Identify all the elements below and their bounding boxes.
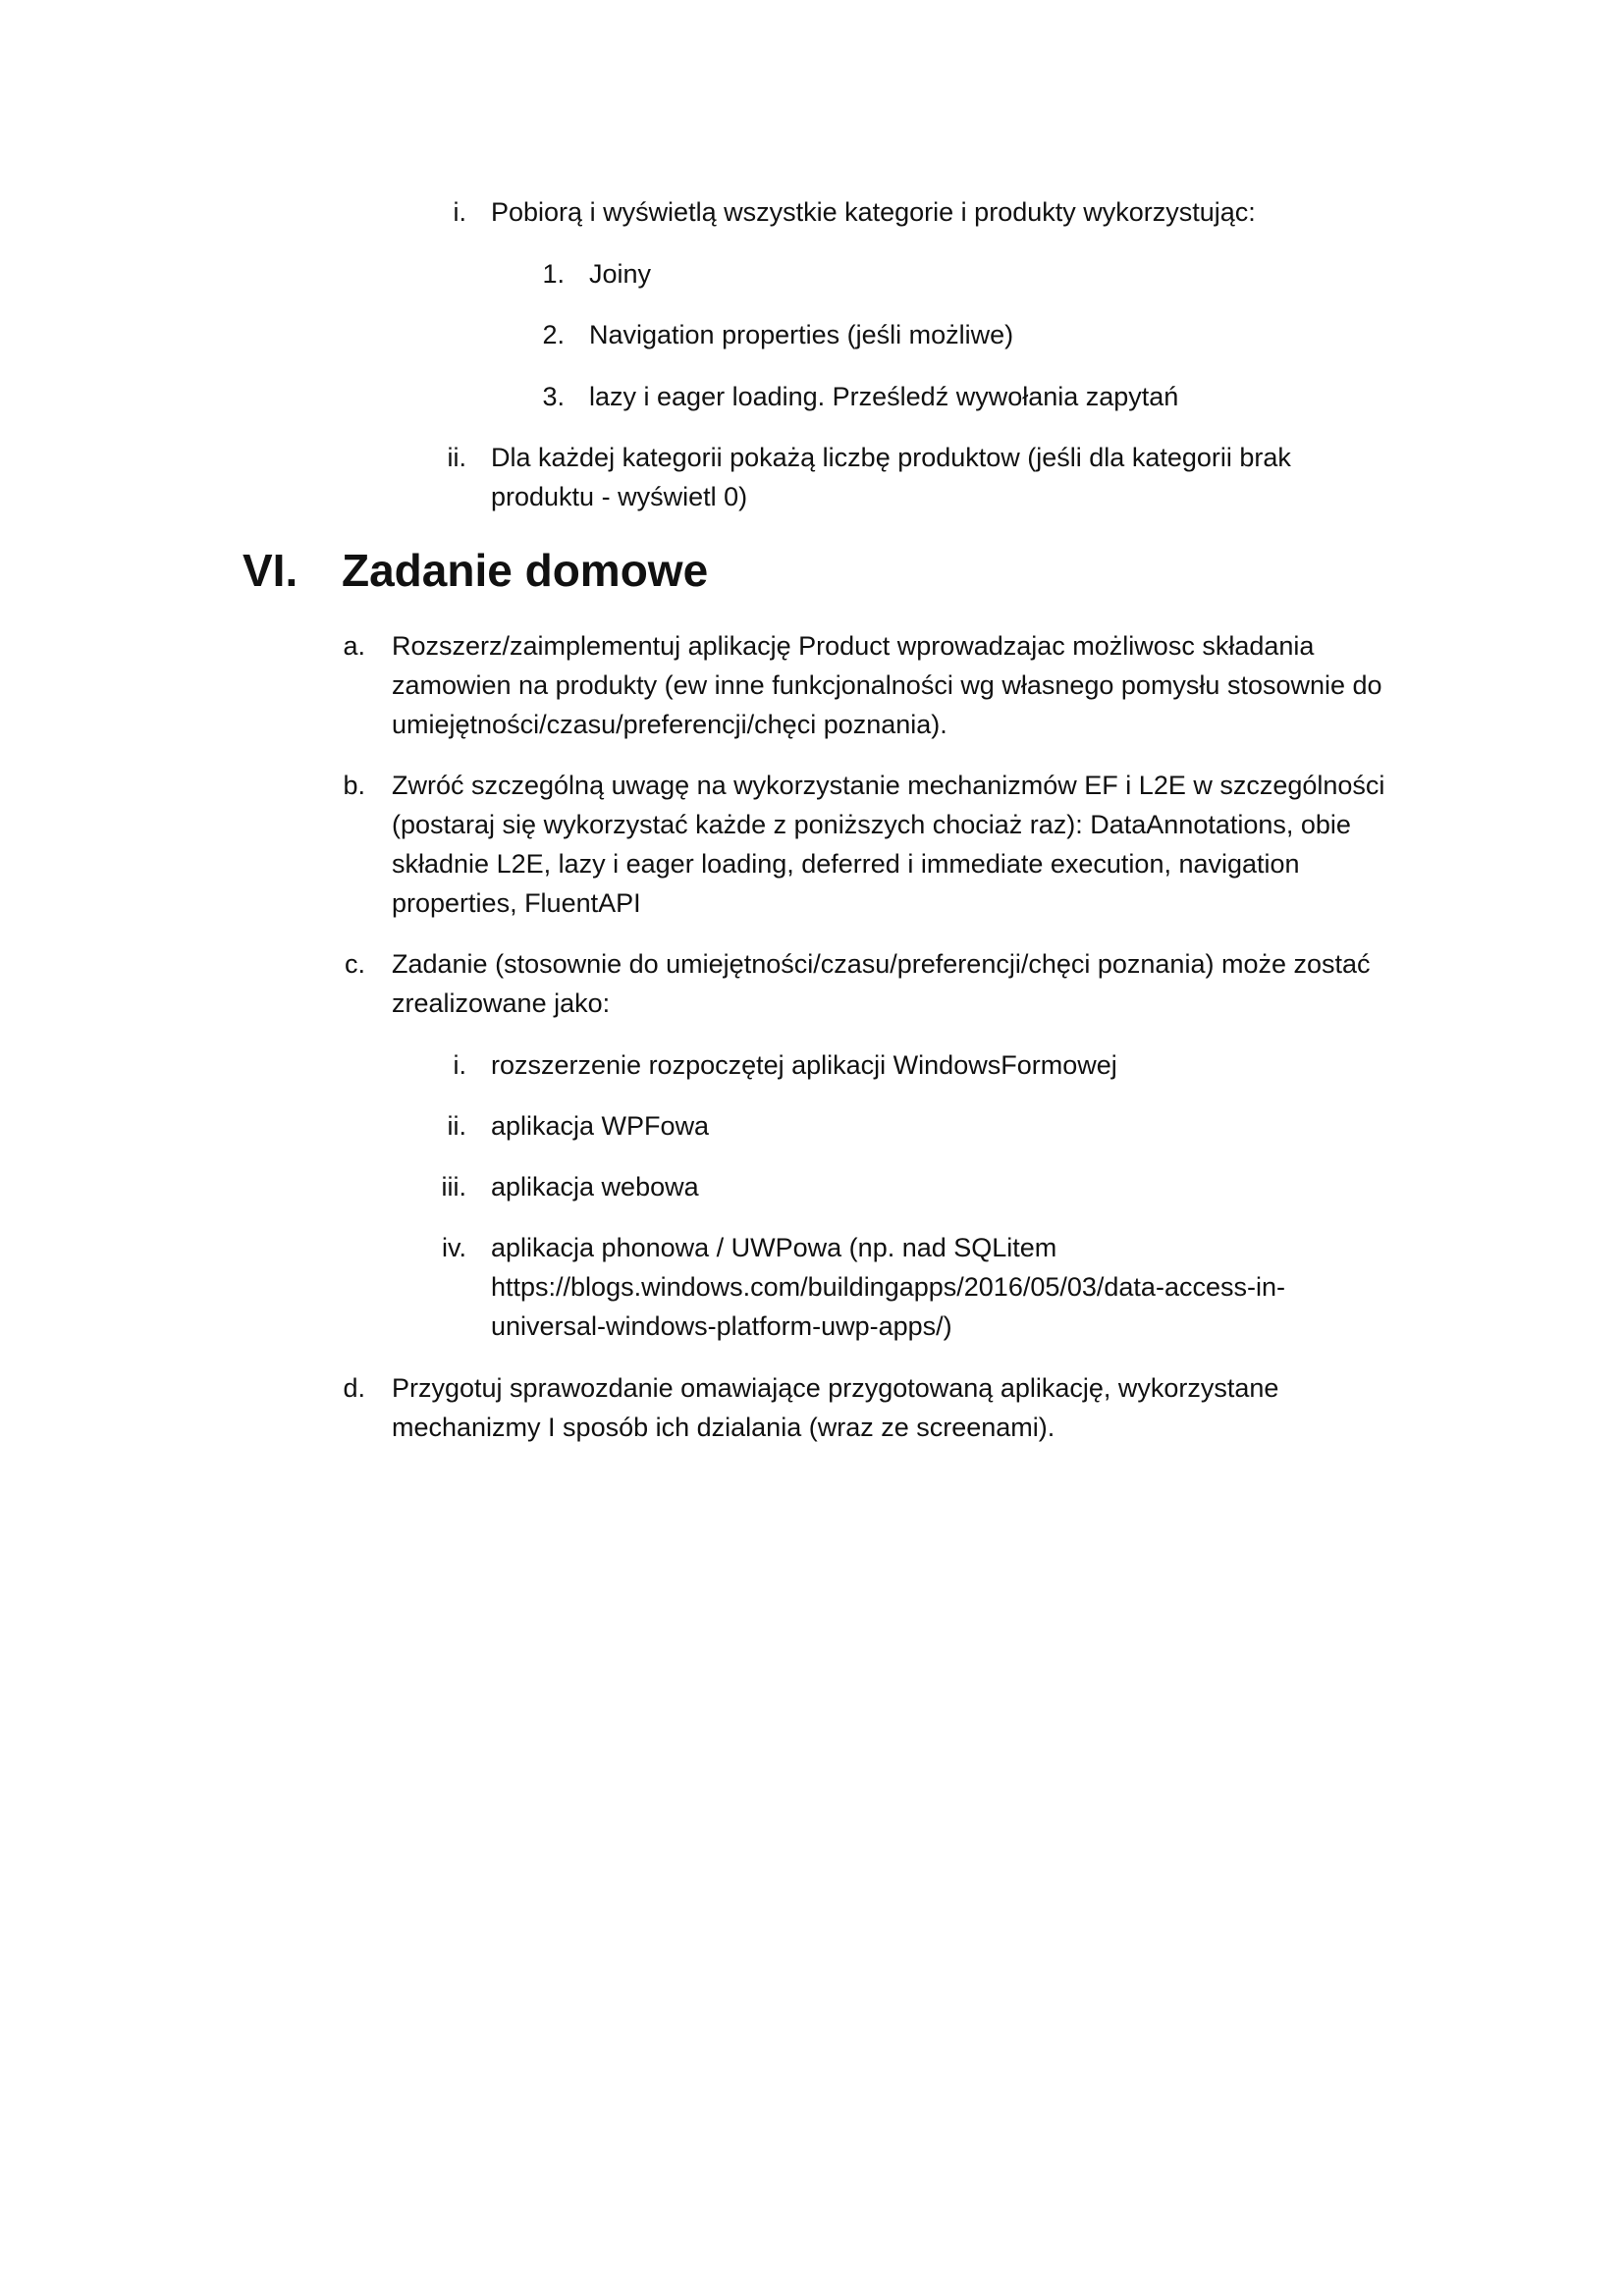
list-marker: b. — [343, 771, 365, 800]
list-item-text: properties, FluentAPI — [392, 888, 641, 918]
list-marker: ii. — [447, 443, 466, 472]
list-item-text: mechanizmy I sposób ich dzialania (wraz ze screenami). — [392, 1413, 1055, 1442]
list-item-text: Przygotuj sprawozdanie omawiające przygotowaną aplikację, wykorzystane — [392, 1373, 1279, 1403]
list-item-text: aplikacja WPFowa — [491, 1111, 710, 1141]
list-item-text: Zwróć szczególną uwagę na wykorzystanie mechanizmów EF i L2E w szczególności — [392, 771, 1385, 800]
list-item-text: zrealizowane jako: — [392, 988, 611, 1018]
list-item-text: umiejętności/czasu/preferencji/chęci poznania). — [392, 710, 947, 739]
list-marker: iv. — [442, 1233, 466, 1262]
section-number: VI. — [243, 545, 298, 596]
list-marker: i. — [453, 1050, 466, 1080]
list-item-text: składnie L2E, lazy i eager loading, deferred i immediate execution, navigation — [392, 849, 1300, 879]
list-marker: 2. — [542, 320, 565, 349]
list-item-text: Joiny — [589, 259, 652, 289]
list-marker: i. — [453, 197, 466, 227]
list-marker: 1. — [542, 259, 565, 289]
list-item-link-text: universal-windows-platform-uwp-apps/) — [491, 1311, 952, 1341]
list-item-text: rozszerzenie rozpoczętej aplikacji WindowsFormowej — [491, 1050, 1117, 1080]
list-marker: ii. — [447, 1111, 466, 1141]
list-item-text: lazy i eager loading. Prześledź wywołania zapytań — [589, 382, 1179, 411]
list-item-text: (postaraj się wykorzystać każde z poniższych chociaż raz): DataAnnotations, obie — [392, 810, 1351, 839]
section-title: Zadanie domowe — [342, 545, 709, 596]
list-item-text: aplikacja webowa — [491, 1172, 699, 1201]
list-marker: 3. — [542, 382, 565, 411]
list-item-text: Navigation properties (jeśli możliwe) — [589, 320, 1014, 349]
list-item-text: Dla każdej kategorii pokażą liczbę produktow (jeśli dla kategorii brak — [491, 443, 1291, 472]
list-item-text: Zadanie (stosownie do umiejętności/czasu/preferencji/chęci poznania) może zostać — [392, 949, 1371, 979]
list-item-text: Rozszerz/zaimplementuj aplikację Product wprowadzajac możliwosc składania — [392, 631, 1315, 661]
list-item-text: aplikacja phonowa / UWPowa (np. nad SQLitem — [491, 1233, 1057, 1262]
list-marker: iii. — [441, 1172, 466, 1201]
list-marker: d. — [343, 1373, 365, 1403]
list-item-text: Pobiorą i wyświetlą wszystkie kategorie i produkty wykorzystując: — [491, 197, 1256, 227]
list-marker: c. — [344, 949, 365, 979]
list-item-text: zamowien na produkty (ew inne funkcjonalności wg własnego pomysłu stosownie do — [392, 670, 1382, 700]
list-item-text: produktu - wyświetl 0) — [491, 482, 748, 511]
list-marker: a. — [343, 631, 365, 661]
list-item-link-text: https://blogs.windows.com/buildingapps/2016/05/03/data-access-in- — [491, 1272, 1285, 1302]
